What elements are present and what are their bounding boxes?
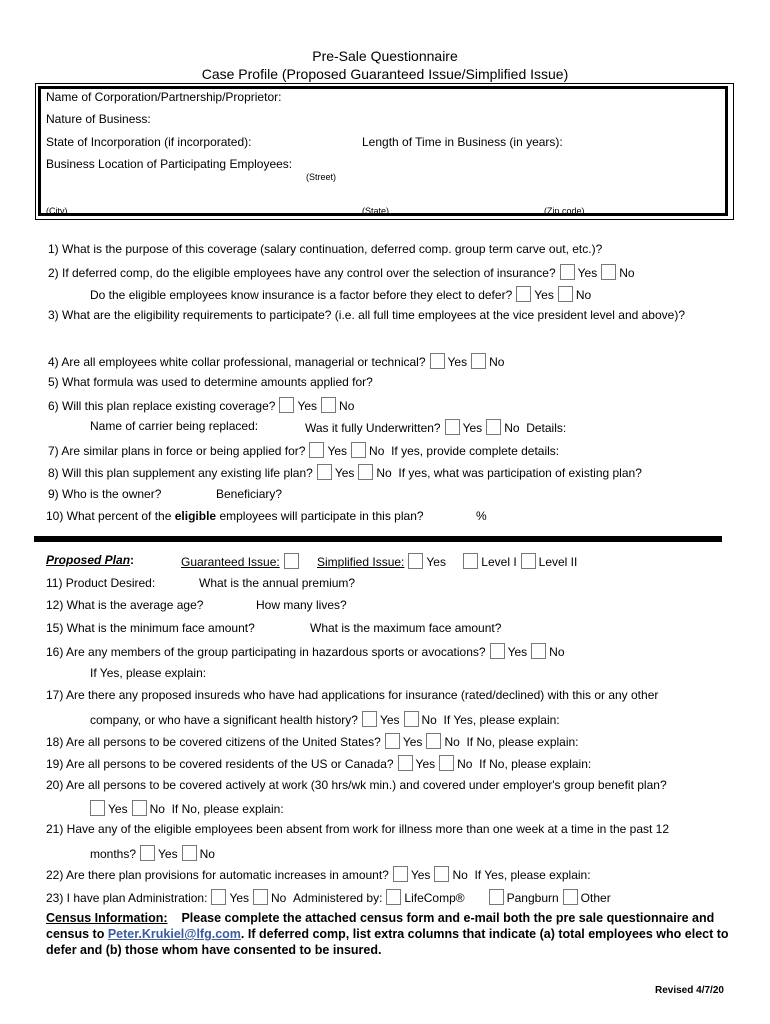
name-of-corporation-label[interactable]: Name of Corporation/Partnership/Proprietor: <box>46 90 282 104</box>
question-18-row <box>46 733 579 749</box>
q18-explain-label: If No, please explain: <box>466 735 579 749</box>
question-10-row <box>46 509 424 523</box>
question-16-row <box>46 643 565 659</box>
question-2b-row <box>90 286 591 302</box>
q19-yes-label: Yes <box>415 757 436 771</box>
email-link[interactable]: Peter.Krukiel@lfg.com <box>107 927 241 941</box>
simplified-issue-yes-label: Yes <box>426 555 446 569</box>
question-4: 4) Are all employees white collar professional, managerial or technical? <box>48 355 426 369</box>
beneficiary-label: Beneficiary? <box>216 487 283 501</box>
question-11: 11) Product Desired: <box>46 576 156 590</box>
question-2-row <box>48 264 635 280</box>
q2b-no-checkbox[interactable] <box>558 286 573 302</box>
level-1-label: Level I <box>481 555 517 569</box>
q8-yes-checkbox[interactable] <box>317 464 332 480</box>
q6-yes-checkbox[interactable] <box>279 397 294 413</box>
q6-no-label: No <box>339 399 355 413</box>
q6-yes-label: Yes <box>297 399 318 413</box>
other-checkbox[interactable] <box>563 889 578 905</box>
length-of-time-label[interactable]: Length of Time in Business (in years): <box>362 135 563 149</box>
question-7-row <box>48 442 559 458</box>
question-19-row <box>46 755 591 771</box>
level-2-label: Level II <box>538 555 578 569</box>
pangburn-checkbox[interactable] <box>489 889 504 905</box>
question-16: 16) Are any members of the group participating in hazardous sports or avocations? <box>46 645 486 659</box>
census-text-2: . If deferred comp, list extra columns that indicate (a) total employees who elect to defer and (b) those whom have consented to be insured. <box>46 927 729 957</box>
q7-details-label: If yes, provide complete details: <box>391 444 560 458</box>
q6b-yes-label: Yes <box>462 421 483 435</box>
q2b-yes-checkbox[interactable] <box>516 286 531 302</box>
q16-no-label: No <box>549 645 565 659</box>
q19-explain-label: If No, please explain: <box>479 757 592 771</box>
question-2: 2) If deferred comp, do the eligible employees have any control over the selection of insurance? <box>48 266 556 280</box>
q8-participation-label: If yes, what was participation of existing plan? <box>398 466 642 480</box>
question-8-row <box>48 464 642 480</box>
pangburn-label: Pangburn <box>506 891 559 905</box>
q18-no-label: No <box>444 735 460 749</box>
question-22-row <box>46 866 591 882</box>
question-7: 7) Are similar plans in force or being applied for? <box>48 444 306 458</box>
q21-no-checkbox[interactable] <box>182 845 197 861</box>
question-4-row <box>48 353 504 369</box>
question-23-row <box>46 889 611 905</box>
percent-sign: % <box>476 509 487 523</box>
q18-yes-checkbox[interactable] <box>385 733 400 749</box>
name-of-carrier-label: Name of carrier being replaced: <box>90 419 259 433</box>
question-21b: months? <box>90 847 137 861</box>
question-22: 22) Are there plan provisions for automatic increases in amount? <box>46 868 389 882</box>
q2-yes-label: Yes <box>577 266 598 280</box>
q19-no-checkbox[interactable] <box>439 755 454 771</box>
q22-explain-label: If Yes, please explain: <box>474 868 591 882</box>
q8-no-label: No <box>376 466 392 480</box>
nature-of-business-label[interactable]: Nature of Business: <box>46 112 151 126</box>
q20-explain-label: If No, please explain: <box>171 802 284 816</box>
guaranteed-issue-label: Guaranteed Issue: <box>181 555 280 569</box>
form-subtitle: Case Profile (Proposed Guaranteed Issue/Simplified Issue) <box>201 66 569 82</box>
q22-yes-label: Yes <box>410 868 431 882</box>
question-5: 5) What formula was used to determine amounts applied for? <box>48 375 373 389</box>
q21-no-label: No <box>199 847 215 861</box>
case-box <box>38 86 728 216</box>
lifecomp-label: LifeComp® <box>404 891 465 905</box>
q23-yes-label: Yes <box>229 891 250 905</box>
q16-no-checkbox[interactable] <box>531 643 546 659</box>
zip-code-label: (Zip code) <box>544 206 585 216</box>
proposed-plan-colon: : <box>130 553 135 567</box>
q7-yes-checkbox[interactable] <box>309 442 324 458</box>
q2b-yes-label: Yes <box>534 288 554 302</box>
details-label: Details: <box>526 421 567 435</box>
question-20: 20) Are all persons to be covered actively at work (30 hrs/wk min.) and covered under employer's group benefit plan? <box>46 778 667 792</box>
q2-no-checkbox[interactable] <box>601 264 616 280</box>
question-6: 6) Will this plan replace existing coverage? <box>48 399 276 413</box>
state-label: (State) <box>362 206 390 216</box>
q23-no-label: No <box>271 891 287 905</box>
q6b-no-checkbox[interactable] <box>486 419 501 435</box>
q21-yes-label: Yes <box>158 847 178 861</box>
question-21b-row <box>90 845 215 861</box>
question-21: 21) Have any of the eligible employees been absent from work for illness more than one week at a time in the past 12 <box>46 822 670 836</box>
q8-no-checkbox[interactable] <box>358 464 373 480</box>
q16-yes-label: Yes <box>507 645 528 659</box>
other-label: Other <box>580 891 611 905</box>
question-10-part2: employees will participate in this plan? <box>219 509 424 523</box>
q21-yes-checkbox[interactable] <box>140 845 155 861</box>
q7-yes-label: Yes <box>327 444 348 458</box>
q8-yes-label: Yes <box>334 466 355 480</box>
city-label: (City) <box>46 206 68 216</box>
proposed-plan-label: Proposed Plan <box>46 553 131 567</box>
q17-yes-checkbox[interactable] <box>362 711 377 727</box>
question-10-part1: 10) What percent of the <box>46 509 172 523</box>
q2-yes-checkbox[interactable] <box>560 264 575 280</box>
q4-yes-label: Yes <box>447 355 468 369</box>
q20-yes-checkbox[interactable] <box>90 800 105 816</box>
fully-underwritten-label: Was it fully Underwritten? <box>305 421 441 435</box>
q23-yes-checkbox[interactable] <box>211 889 226 905</box>
q19-no-label: No <box>457 757 473 771</box>
question-6b-row <box>305 419 566 435</box>
level-1-checkbox[interactable] <box>463 553 478 569</box>
q16-yes-checkbox[interactable] <box>490 643 505 659</box>
proposed-plan-row <box>46 553 134 567</box>
maximum-face-label: What is the maximum face amount? <box>310 621 502 635</box>
q22-no-checkbox[interactable] <box>434 866 449 882</box>
question-20b-row <box>86 800 284 816</box>
question-12: 12) What is the average age? <box>46 598 204 612</box>
q17-no-checkbox[interactable] <box>404 711 419 727</box>
administered-by-label: Administered by: <box>293 891 383 905</box>
simplified-issue-label: Simplified Issue: <box>317 555 405 569</box>
q22-no-label: No <box>452 868 468 882</box>
q20-no-label: No <box>149 802 165 816</box>
question-23: 23) I have plan Administration: <box>46 891 208 905</box>
census-text-1: Please complete the attached census form and e-mail both the pre sale questionnaire and census to <box>46 911 715 941</box>
question-6-row <box>48 397 354 413</box>
question-9: 9) Who is the owner? <box>48 487 162 501</box>
revised-date: Revised 4/7/20 <box>655 985 724 996</box>
how-many-lives-label: How many lives? <box>256 598 347 612</box>
annual-premium-label: What is the annual premium? <box>199 576 356 590</box>
question-10-eligible: eligible <box>174 509 217 523</box>
q7-no-label: No <box>369 444 385 458</box>
simplified-issue-yes-checkbox[interactable] <box>408 553 423 569</box>
census-label: Census Information: <box>46 911 168 925</box>
q19-yes-checkbox[interactable] <box>398 755 413 771</box>
business-location-label[interactable]: Business Location of Participating Employees: <box>46 157 293 171</box>
question-19: 19) Are all persons to be covered residents of the US or Canada? <box>46 757 394 771</box>
plan-options-row <box>181 553 302 569</box>
simplified-issue-row <box>317 553 577 569</box>
question-3: 3) What are the eligibility requirements to participate? (i.e. all full time employees at the vice president level and above)? <box>48 308 685 322</box>
lifecomp-checkbox[interactable] <box>386 889 401 905</box>
q22-yes-checkbox[interactable] <box>393 866 408 882</box>
section-divider <box>34 536 722 542</box>
q17-yes-label: Yes <box>379 713 400 727</box>
q4-no-label: No <box>489 355 505 369</box>
level-2-checkbox[interactable] <box>521 553 536 569</box>
q6b-no-label: No <box>504 421 520 435</box>
q2-no-label: No <box>619 266 635 280</box>
question-18: 18) Are all persons to be covered citizens of the United States? <box>46 735 381 749</box>
q6b-yes-checkbox[interactable] <box>445 419 460 435</box>
question-15: 15) What is the minimum face amount? <box>46 621 255 635</box>
state-of-incorporation-label[interactable]: State of Incorporation (if incorporated): <box>46 135 252 149</box>
guaranteed-issue-checkbox[interactable] <box>284 553 299 569</box>
question-1: 1) What is the purpose of this coverage (salary continuation, deferred comp. group term carve out, etc.)? <box>48 242 603 256</box>
question-8: 8) Will this plan supplement any existing life plan? <box>48 466 313 480</box>
q7-no-checkbox[interactable] <box>351 442 366 458</box>
form-title: Pre-Sale Questionnaire <box>312 48 458 64</box>
census-information <box>46 910 736 958</box>
q17-no-label: No <box>421 713 437 727</box>
street-label: (Street) <box>306 172 337 182</box>
q4-yes-checkbox[interactable] <box>430 353 445 369</box>
question-17b: company, or who have a significant health history? <box>90 713 358 727</box>
q17-explain-label: If Yes, please explain: <box>443 713 560 727</box>
question-17: 17) Are there any proposed insureds who have had applications for insurance (rated/declined) with this or any other <box>46 688 659 702</box>
q20-yes-label: Yes <box>108 802 128 816</box>
q23-no-checkbox[interactable] <box>253 889 268 905</box>
q20-no-checkbox[interactable] <box>132 800 147 816</box>
q16-explain-label: If Yes, please explain: <box>90 666 207 680</box>
q6-no-checkbox[interactable] <box>321 397 336 413</box>
q18-no-checkbox[interactable] <box>426 733 441 749</box>
question-17b-row <box>90 711 560 727</box>
question-2b: Do the eligible employees know insurance is a factor before they elect to defer? <box>90 288 513 302</box>
q18-yes-label: Yes <box>402 735 423 749</box>
q4-no-checkbox[interactable] <box>471 353 486 369</box>
q2b-no-label: No <box>575 288 592 302</box>
